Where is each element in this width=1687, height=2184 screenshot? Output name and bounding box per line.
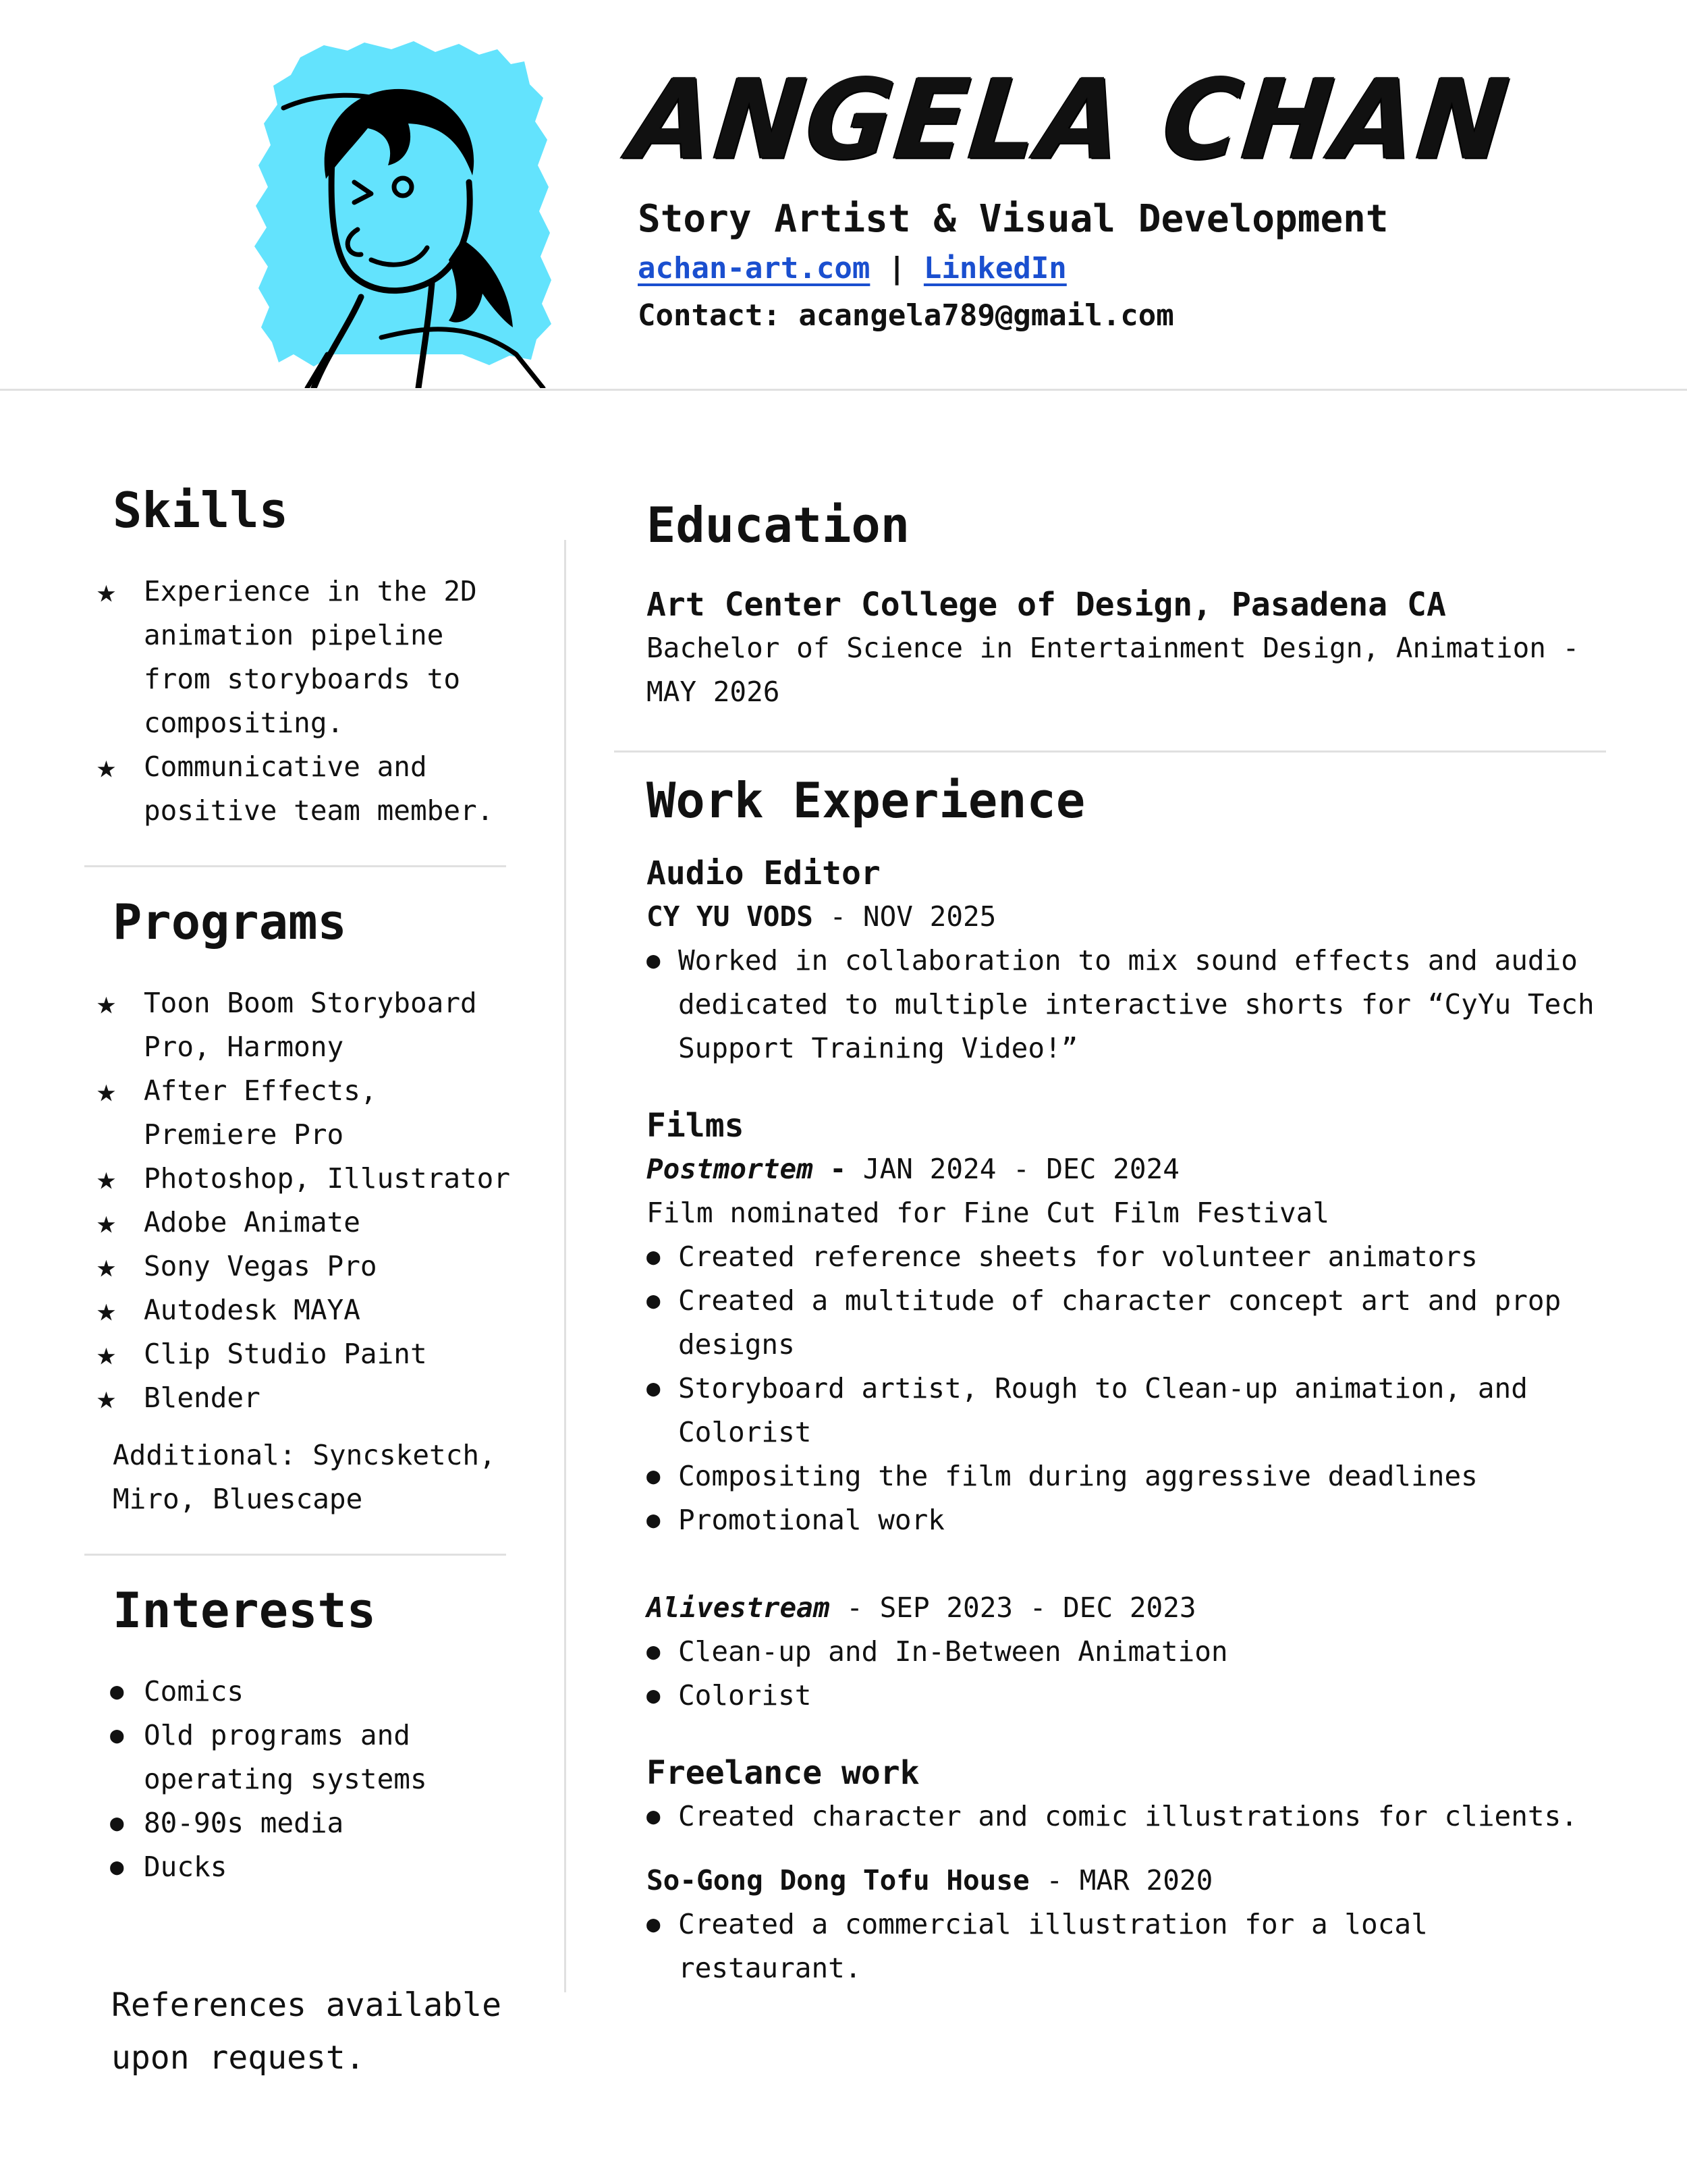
- references-note: References available upon request.: [111, 1986, 501, 2077]
- additional-programs: Additional: Syncsketch, Miro, Bluescape: [113, 1439, 496, 1515]
- alivestream-bullets: [646, 1630, 1605, 1718]
- skills-list: [84, 570, 516, 833]
- role-title: Audio Editor: [646, 854, 881, 892]
- list-item: ● Colorist: [646, 1674, 1605, 1718]
- star-icon: ★: [96, 1203, 116, 1241]
- date-range: - SEP 2023 - DEC 2023: [829, 1591, 1196, 1624]
- star-icon: ★: [96, 1159, 116, 1197]
- link-separator: |: [887, 251, 906, 285]
- audio-editor-entry: [646, 852, 1605, 1070]
- list-item: ● Storyboard artist, Rough to Clean-up animation, and Colorist: [646, 1367, 1605, 1454]
- freelance-bullets: [646, 1795, 1605, 1838]
- freelance-heading: Freelance work: [646, 1754, 920, 1792]
- film-name: Postmortem: [646, 1153, 813, 1185]
- film-name: Alivestream: [646, 1591, 830, 1624]
- header-divider: [0, 389, 1687, 391]
- star-icon: ★: [96, 1379, 116, 1417]
- list-item: ● Ducks: [84, 1845, 516, 1889]
- list-item: ★ Autodesk MAYA: [84, 1288, 516, 1332]
- list-item: ● Comics: [84, 1670, 516, 1714]
- column-divider: [564, 540, 566, 1992]
- star-icon: ★: [96, 1247, 116, 1285]
- portfolio-link[interactable]: achan-art.com: [638, 251, 870, 285]
- section-divider: [84, 1554, 506, 1556]
- interests-list: [84, 1670, 516, 1889]
- job-title: Story Artist & Visual Development: [638, 197, 1389, 241]
- bullet-icon: ●: [646, 1463, 661, 1490]
- star-icon: ★: [96, 1072, 116, 1110]
- film-title-date: [646, 1586, 1605, 1630]
- linkedin-link[interactable]: LinkedIn: [923, 251, 1067, 285]
- list-item: ★ After Effects, Premiere Pro: [84, 1069, 516, 1157]
- date-range: - NOV 2025: [812, 900, 997, 933]
- tofu-bullets: [646, 1903, 1605, 1990]
- client-title-date: [646, 1859, 1605, 1903]
- bullet-icon: ●: [646, 1911, 661, 1938]
- list-item: ★ Communicative and positive team member.: [84, 745, 516, 833]
- skills-section: [84, 482, 516, 833]
- title-dash: -: [812, 1153, 863, 1185]
- degree: Bachelor of Science in Entertainment Design, Animation - MAY 2026: [646, 632, 1580, 708]
- programs-list: [84, 981, 516, 1420]
- list-item: ★ Sony Vegas Pro: [84, 1245, 516, 1288]
- bullet-icon: ●: [110, 1853, 124, 1880]
- bullet-icon: ●: [646, 1638, 661, 1665]
- list-item: ● Compositing the film during aggressive deadlines: [646, 1454, 1605, 1498]
- contact-email: Contact: acangela789@gmail.com: [638, 298, 1174, 333]
- list-item: ★ Experience in the 2D animation pipeline from storyboards to compositing.: [84, 570, 516, 745]
- org-name: CY YU VODS: [646, 900, 813, 933]
- list-item: ● Worked in collaboration to mix sound effects and audio dedicated to multiple interactive shorts for “CyYu Tech Support Training Video!”: [646, 939, 1605, 1070]
- interests-section: [84, 1582, 516, 1889]
- programs-heading: Programs: [113, 894, 347, 950]
- education-heading: Education: [646, 497, 910, 553]
- postmortem-bullets: [646, 1235, 1605, 1542]
- programs-section: [84, 894, 516, 1521]
- section-divider: [84, 865, 506, 867]
- date-range: JAN 2024 - DEC 2024: [862, 1153, 1180, 1185]
- main-column: [646, 497, 1605, 1990]
- skills-heading: Skills: [113, 482, 289, 539]
- sidebar-column: [84, 482, 516, 1889]
- films-heading: Films: [646, 1107, 744, 1145]
- section-divider: [614, 750, 1606, 753]
- list-item: ● Created character and comic illustrations for clients.: [646, 1795, 1605, 1838]
- list-item: ● Created a commercial illustration for a local restaurant.: [646, 1903, 1605, 1990]
- list-item: ★ Clip Studio Paint: [84, 1332, 516, 1376]
- film-title-date: [646, 1147, 1605, 1191]
- bullet-icon: ●: [110, 1809, 124, 1836]
- bullet-icon: ●: [646, 1375, 661, 1402]
- list-item: ★ Toon Boom Storyboard Pro, Harmony: [84, 981, 516, 1069]
- bullet-icon: ●: [646, 1243, 661, 1270]
- date-range: - MAR 2020: [1029, 1864, 1213, 1896]
- list-item: ● Created a multitude of character concept art and prop designs: [646, 1279, 1605, 1367]
- freelance-entry: [646, 1751, 1605, 1990]
- education-section: [646, 497, 1605, 714]
- list-item: ● 80-90s media: [84, 1801, 516, 1845]
- list-item: ● Clean-up and In-Between Animation: [646, 1630, 1605, 1674]
- bullet-icon: ●: [110, 1722, 124, 1749]
- school-name: Art Center College of Design, Pasadena CA: [646, 586, 1446, 624]
- profile-links: [638, 251, 1067, 285]
- audio-bullets: [646, 939, 1605, 1070]
- bullet-icon: ●: [110, 1678, 124, 1705]
- bullet-icon: ●: [646, 1287, 661, 1314]
- bullet-icon: ●: [646, 1682, 661, 1709]
- list-item: ★ Photoshop, Illustrator: [84, 1157, 516, 1201]
- star-icon: ★: [96, 572, 116, 610]
- star-icon: ★: [96, 1335, 116, 1373]
- bullet-icon: ●: [646, 1506, 661, 1533]
- film-note: Film nominated for Fine Cut Film Festival: [646, 1197, 1330, 1229]
- list-item: ● Old programs and operating systems: [84, 1714, 516, 1801]
- star-icon: ★: [96, 984, 116, 1022]
- films-entry: [646, 1104, 1605, 1718]
- candidate-name: ANGELA CHAN: [625, 55, 1517, 184]
- interests-heading: Interests: [113, 1582, 377, 1639]
- org-name: So-Gong Dong Tofu House: [646, 1864, 1030, 1896]
- work-section: [646, 772, 1605, 1990]
- bullet-icon: ●: [646, 947, 661, 974]
- avatar: [246, 37, 584, 388]
- list-item: ● Promotional work: [646, 1498, 1605, 1542]
- star-icon: ★: [96, 748, 116, 786]
- list-item: ● Created reference sheets for volunteer animators: [646, 1235, 1605, 1279]
- bullet-icon: ●: [646, 1803, 661, 1830]
- work-heading: Work Experience: [646, 772, 1086, 829]
- list-item: ★ Adobe Animate: [84, 1201, 516, 1245]
- star-icon: ★: [96, 1291, 116, 1329]
- list-item: ★ Blender: [84, 1376, 516, 1420]
- role-org-date: [646, 895, 1605, 939]
